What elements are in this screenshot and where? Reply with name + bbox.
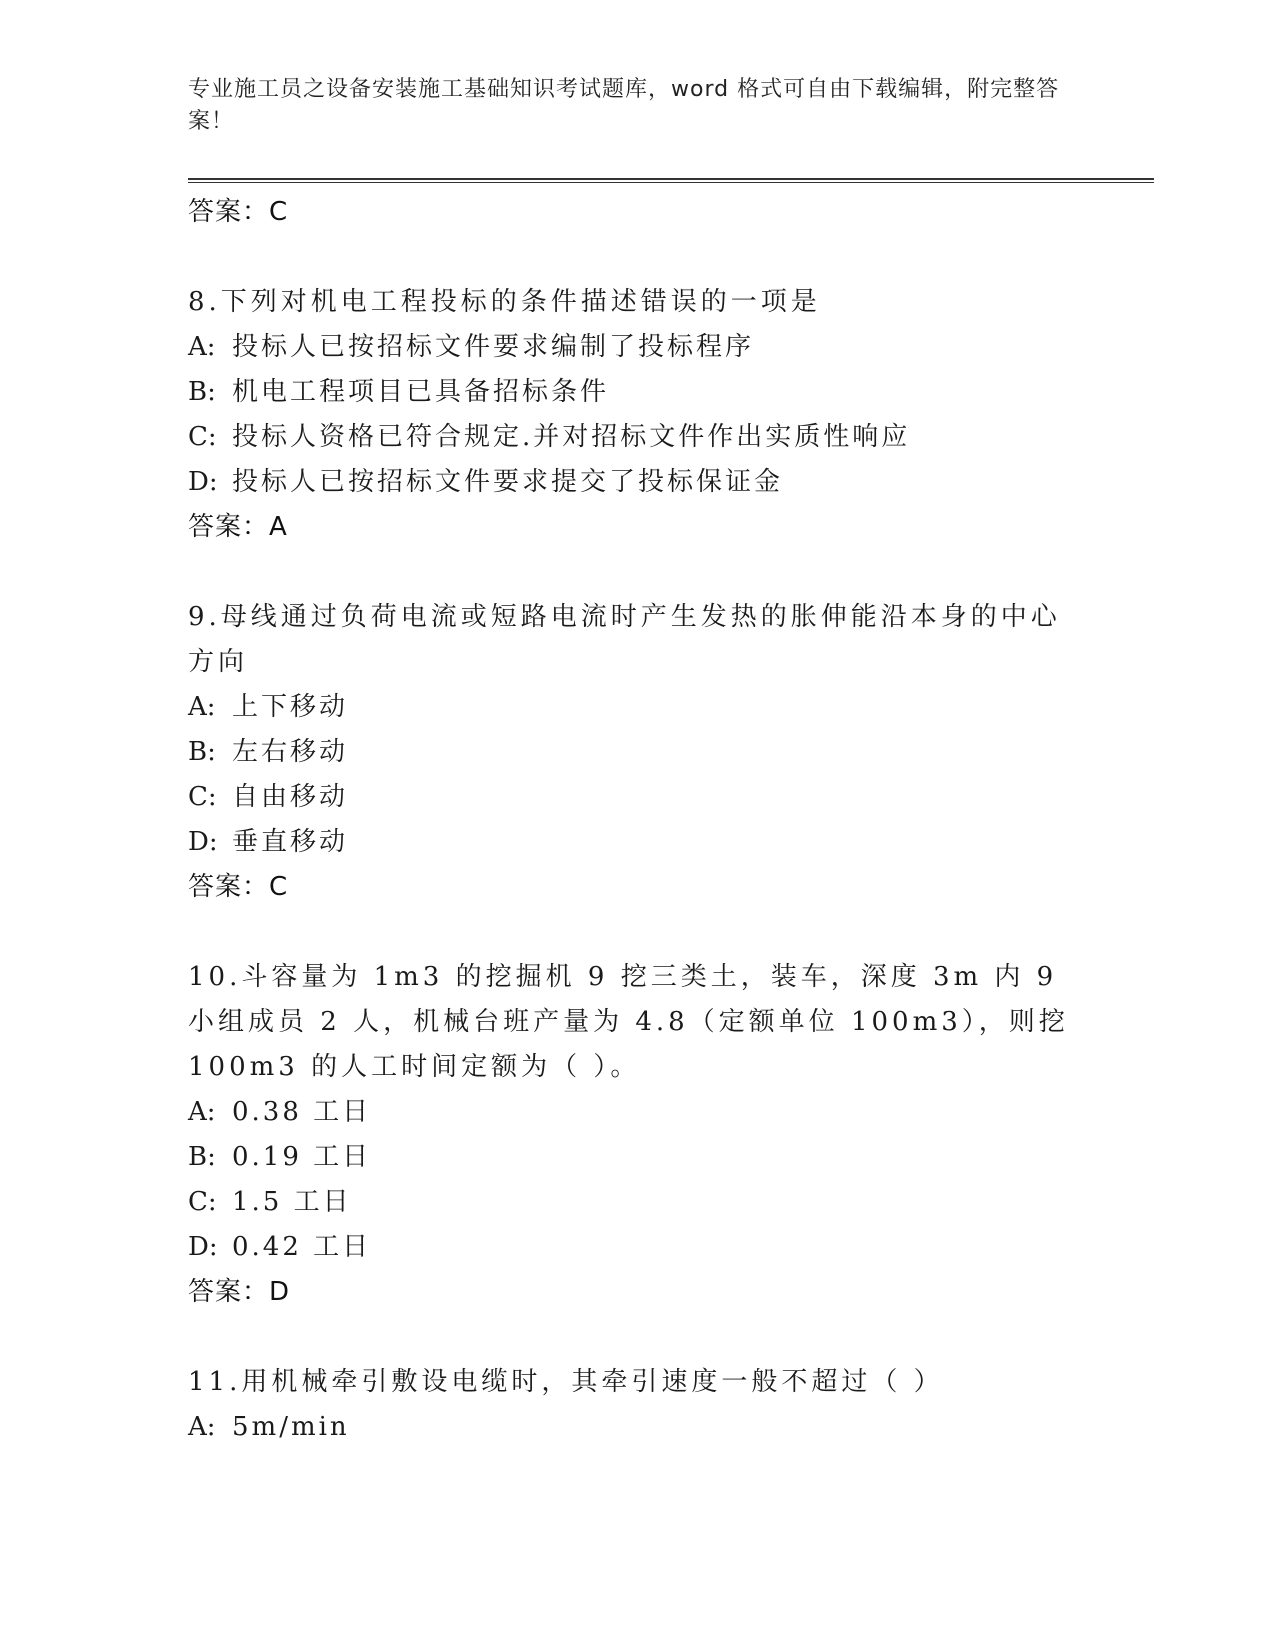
option-key: A:: [188, 332, 216, 362]
question-item: [188, 955, 1088, 1314]
question-stem: 9.母线通过负荷电流或短路电流时产生发热的胀伸能沿本身的中心方向: [188, 602, 1061, 677]
header-divider: [188, 178, 1154, 183]
option-c: [188, 775, 1088, 820]
option-key: B:: [188, 737, 216, 767]
option-text: 0.42 工日: [232, 1232, 372, 1262]
question-stem: 8.下列对机电工程投标的条件描述错误的一项是: [188, 287, 821, 317]
option-key: D:: [188, 1232, 218, 1262]
option-text: 自由移动: [232, 782, 349, 812]
question-list: [188, 190, 1088, 1450]
option-key: A:: [188, 1412, 216, 1442]
option-key: C:: [188, 422, 217, 452]
question-stem: 10.斗容量为 1m3 的挖掘机 9 挖三类土，装车，深度 3m 内 9 小组成员 2 人，机械台班产量为 4.8（定额单位 100m3），则挖 100m3 的人工时间定额为（ ）。: [188, 962, 1069, 1082]
option-key: D:: [188, 467, 218, 497]
option-text: 投标人资格已符合规定.并对招标文件作出实质性响应: [232, 422, 911, 452]
option-text: 0.38 工日: [232, 1097, 372, 1127]
option-text: 投标人已按招标文件要求编制了投标程序: [232, 332, 755, 362]
option-key: A:: [188, 692, 216, 722]
option-key: C:: [188, 1187, 217, 1217]
answer-line: 答案：C: [188, 872, 289, 902]
option-c: [188, 1180, 1088, 1225]
question-item: [188, 280, 1088, 549]
option-text: 垂直移动: [232, 827, 349, 857]
option-key: A:: [188, 1097, 216, 1127]
option-key: D:: [188, 827, 218, 857]
answer-line: 答案：D: [188, 1277, 291, 1307]
answer-line: 答案：C: [188, 197, 289, 227]
answer-line: 答案：A: [188, 512, 288, 542]
option-key: B:: [188, 1142, 216, 1172]
option-key: B:: [188, 377, 216, 407]
option-c: [188, 415, 1088, 460]
option-text: 机电工程项目已具备招标条件: [232, 377, 610, 407]
option-text: 上下移动: [232, 692, 349, 722]
option-b: [188, 1135, 1088, 1180]
option-a: [188, 1090, 1088, 1135]
option-b: [188, 370, 1088, 415]
option-text: 0.19 工日: [232, 1142, 372, 1172]
option-d: [188, 460, 1088, 505]
option-text: 1.5 工日: [232, 1187, 352, 1217]
question-stem: 11.用机械牵引敷设电缆时，其牵引速度一般不超过（ ）: [188, 1367, 944, 1397]
option-text: 左右移动: [232, 737, 349, 767]
option-b: [188, 730, 1088, 775]
option-d: [188, 820, 1088, 865]
option-text: 5m/min: [232, 1412, 350, 1442]
document-header-note: 专业施工员之设备安装施工基础知识考试题库，word 格式可自由下载编辑，附完整答案！: [188, 77, 1060, 134]
question-item: [188, 1360, 1088, 1450]
question-item: [188, 595, 1088, 909]
option-a: [188, 325, 1088, 370]
option-a: [188, 685, 1088, 730]
option-d: [188, 1225, 1088, 1270]
option-text: 投标人已按招标文件要求提交了投标保证金: [232, 467, 784, 497]
option-key: C:: [188, 782, 217, 812]
option-a: [188, 1405, 1088, 1450]
